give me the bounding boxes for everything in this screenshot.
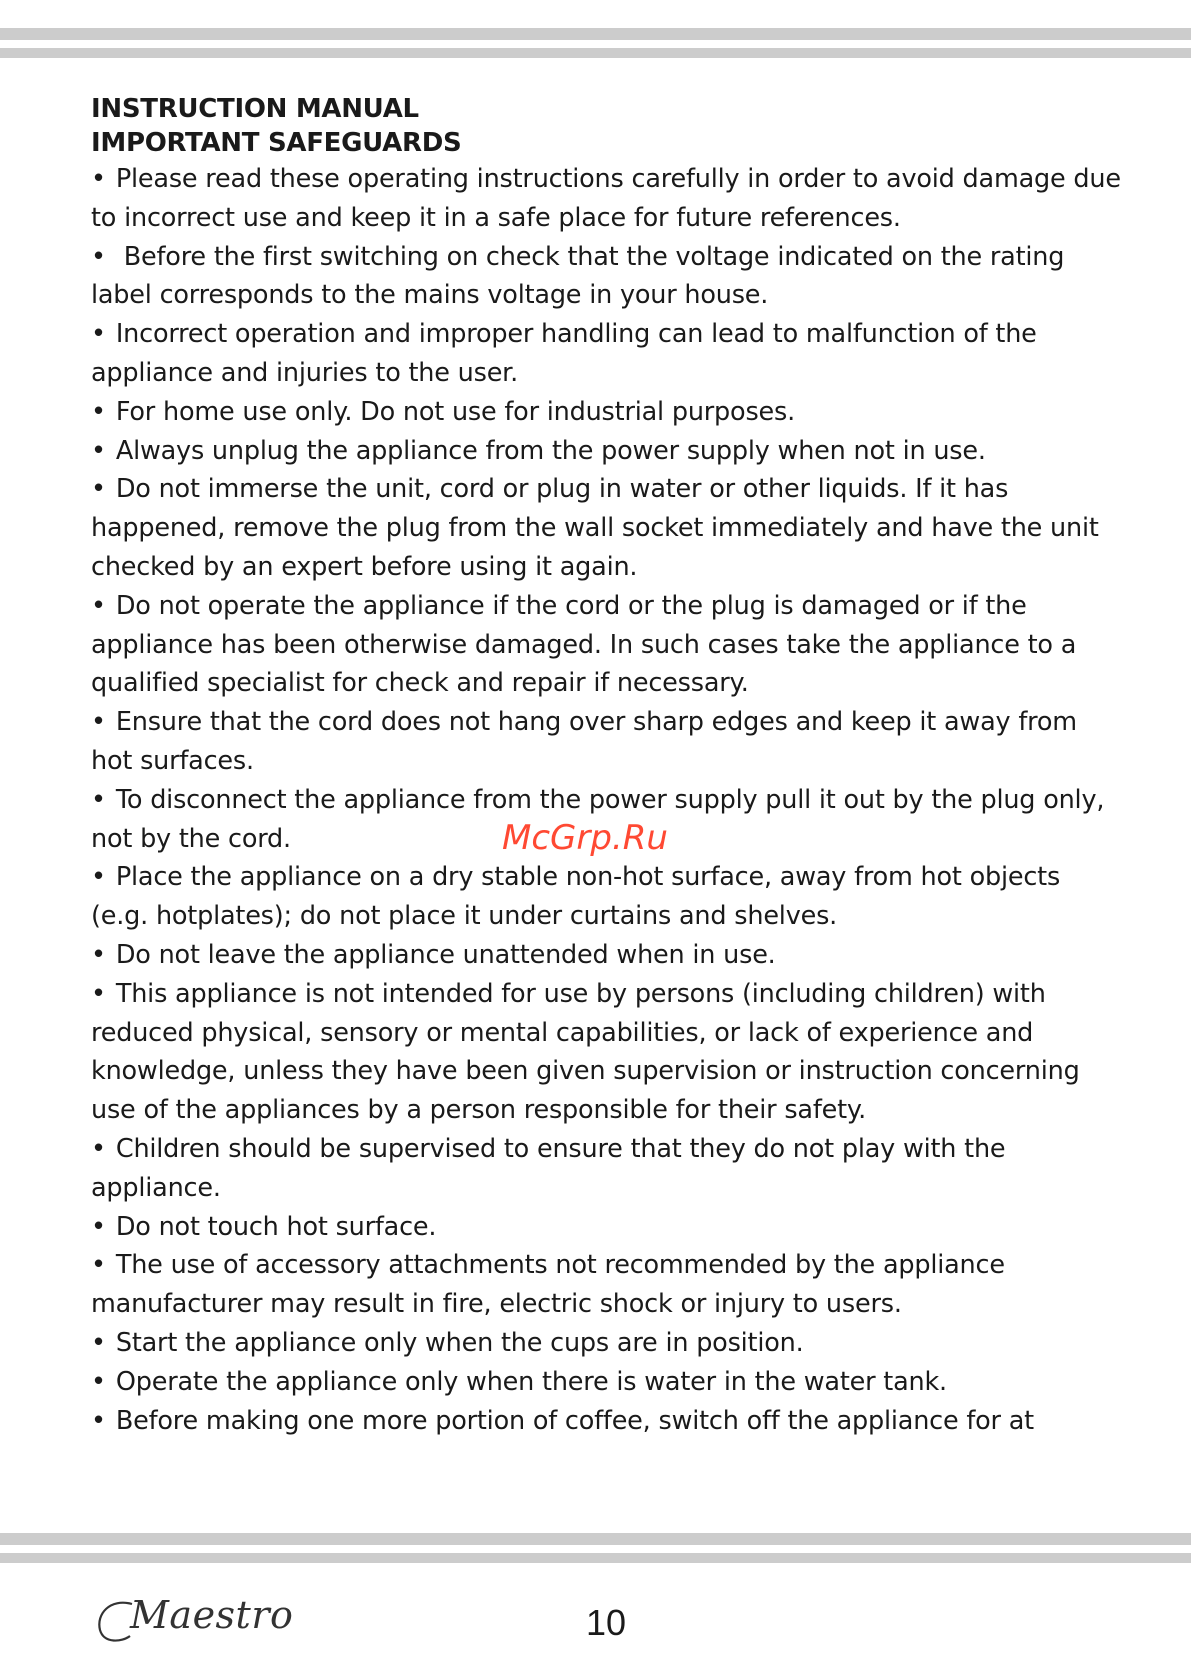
bullet-icon: • — [91, 1250, 106, 1281]
bullet-icon: • — [91, 784, 106, 815]
safeguard-text: This appliance is not intended for use by persons (including children) with reduced physical, sensory or mental capabilities, or lack of experience and knowledge, unless they have been given supervision or instruction concerning use of the appliances by a person responsible for their safety. — [91, 978, 1080, 1126]
bullet-icon: • — [91, 396, 106, 427]
safeguard-text: Do not touch hot surface. — [115, 1211, 437, 1242]
safeguard-item — [91, 470, 1121, 586]
bullet-icon: • — [91, 435, 106, 466]
safeguard-text: Before making one more portion of coffee, switch off the appliance for at — [115, 1405, 1034, 1436]
bullet-icon: • — [91, 241, 106, 272]
safeguard-text: For home use only. Do not use for industrial purposes. — [115, 396, 796, 427]
bullet-icon: • — [91, 1133, 106, 1164]
bullet-icon: • — [91, 707, 106, 738]
page-content — [91, 92, 1121, 1440]
safeguard-text: Do not immerse the unit, cord or plug in water or other liquids. If it has happened, remove the plug from the wall socket immediately and have the unit checked by an expert before using it again. — [91, 474, 1099, 582]
safeguard-item — [91, 858, 1121, 936]
safeguard-text: Place the appliance on a dry stable non-hot surface, away from hot objects (e.g. hotplates); do not place it under curtains and shelves. — [91, 862, 1061, 932]
safeguard-item — [91, 1363, 1121, 1402]
safeguard-item — [91, 936, 1121, 975]
manual-title — [91, 92, 1121, 160]
bullet-icon: • — [91, 939, 106, 970]
safeguard-text: Before the first switching on check that the voltage indicated on the rating label corresponds to the mains voltage in your house. — [91, 241, 1065, 311]
safeguard-text: Operate the appliance only when there is water in the water tank. — [115, 1366, 947, 1397]
safeguard-item — [91, 393, 1121, 432]
safeguard-text: To disconnect the appliance from the power supply pull it out by the plug only, not by the cord. — [91, 784, 1105, 854]
top-rule-2 — [0, 48, 1191, 58]
safeguard-text: Children should be supervised to ensure that they do not play with the appliance. — [91, 1133, 1006, 1203]
safeguard-item — [91, 238, 1121, 316]
bottom-rule-1 — [0, 1533, 1191, 1545]
safeguard-item — [91, 1246, 1121, 1324]
safeguard-item — [91, 160, 1121, 238]
safeguard-item — [91, 703, 1121, 781]
title-line-1: INSTRUCTION MANUAL — [91, 94, 419, 124]
bullet-icon: • — [91, 1327, 106, 1358]
safeguard-text: Please read these operating instructions carefully in order to avoid damage due to incorrect use and keep it in a safe place for future references. — [91, 164, 1121, 233]
bottom-rule-2 — [0, 1553, 1191, 1563]
safeguard-item — [91, 1324, 1121, 1363]
safeguard-text: Do not leave the appliance unattended when in use. — [115, 939, 776, 970]
safeguard-text: Start the appliance only when the cups are in position. — [115, 1327, 804, 1358]
page-number: 10 — [586, 1602, 627, 1643]
safeguard-text: Incorrect operation and improper handling can lead to malfunction of the appliance and injuries to the user. — [91, 319, 1037, 388]
safeguards-list — [91, 160, 1121, 1440]
bullet-icon: • — [91, 319, 106, 350]
top-rule-1 — [0, 28, 1191, 40]
safeguard-text: The use of accessory attachments not recommended by the appliance manufacturer may result in fire, electric shock or injury to users. — [91, 1250, 1005, 1320]
bullet-icon: • — [91, 1211, 106, 1242]
safeguard-item — [91, 975, 1121, 1130]
safeguard-item — [91, 1402, 1121, 1441]
safeguard-item — [91, 1130, 1121, 1208]
bullet-icon: • — [91, 862, 106, 893]
safeguard-item — [91, 587, 1121, 703]
safeguard-item — [91, 315, 1121, 393]
safeguard-item — [91, 1208, 1121, 1247]
safeguard-text: Do not operate the appliance if the cord or the plug is damaged or if the appliance has been otherwise damaged. In such cases take the appliance to a qualified specialist for check and repair if necessary. — [91, 590, 1077, 699]
safeguard-text: Ensure that the cord does not hang over sharp edges and keep it away from hot surfaces. — [91, 707, 1077, 776]
bullet-icon: • — [91, 1366, 106, 1397]
bullet-icon: • — [91, 474, 106, 505]
bullet-icon: • — [91, 978, 106, 1009]
bullet-icon: • — [91, 1405, 106, 1436]
brand-name: Maestro — [130, 1593, 294, 1637]
safeguard-text: Always unplug the appliance from the power supply when not in use. — [115, 435, 986, 466]
brand-logo — [92, 1590, 294, 1650]
safeguard-item — [91, 432, 1121, 471]
bullet-icon: • — [91, 590, 106, 621]
watermark-text: McGrp.Ru — [502, 818, 668, 858]
title-line-2: IMPORTANT SAFEGUARDS — [91, 128, 462, 158]
bullet-icon: • — [91, 164, 106, 194]
